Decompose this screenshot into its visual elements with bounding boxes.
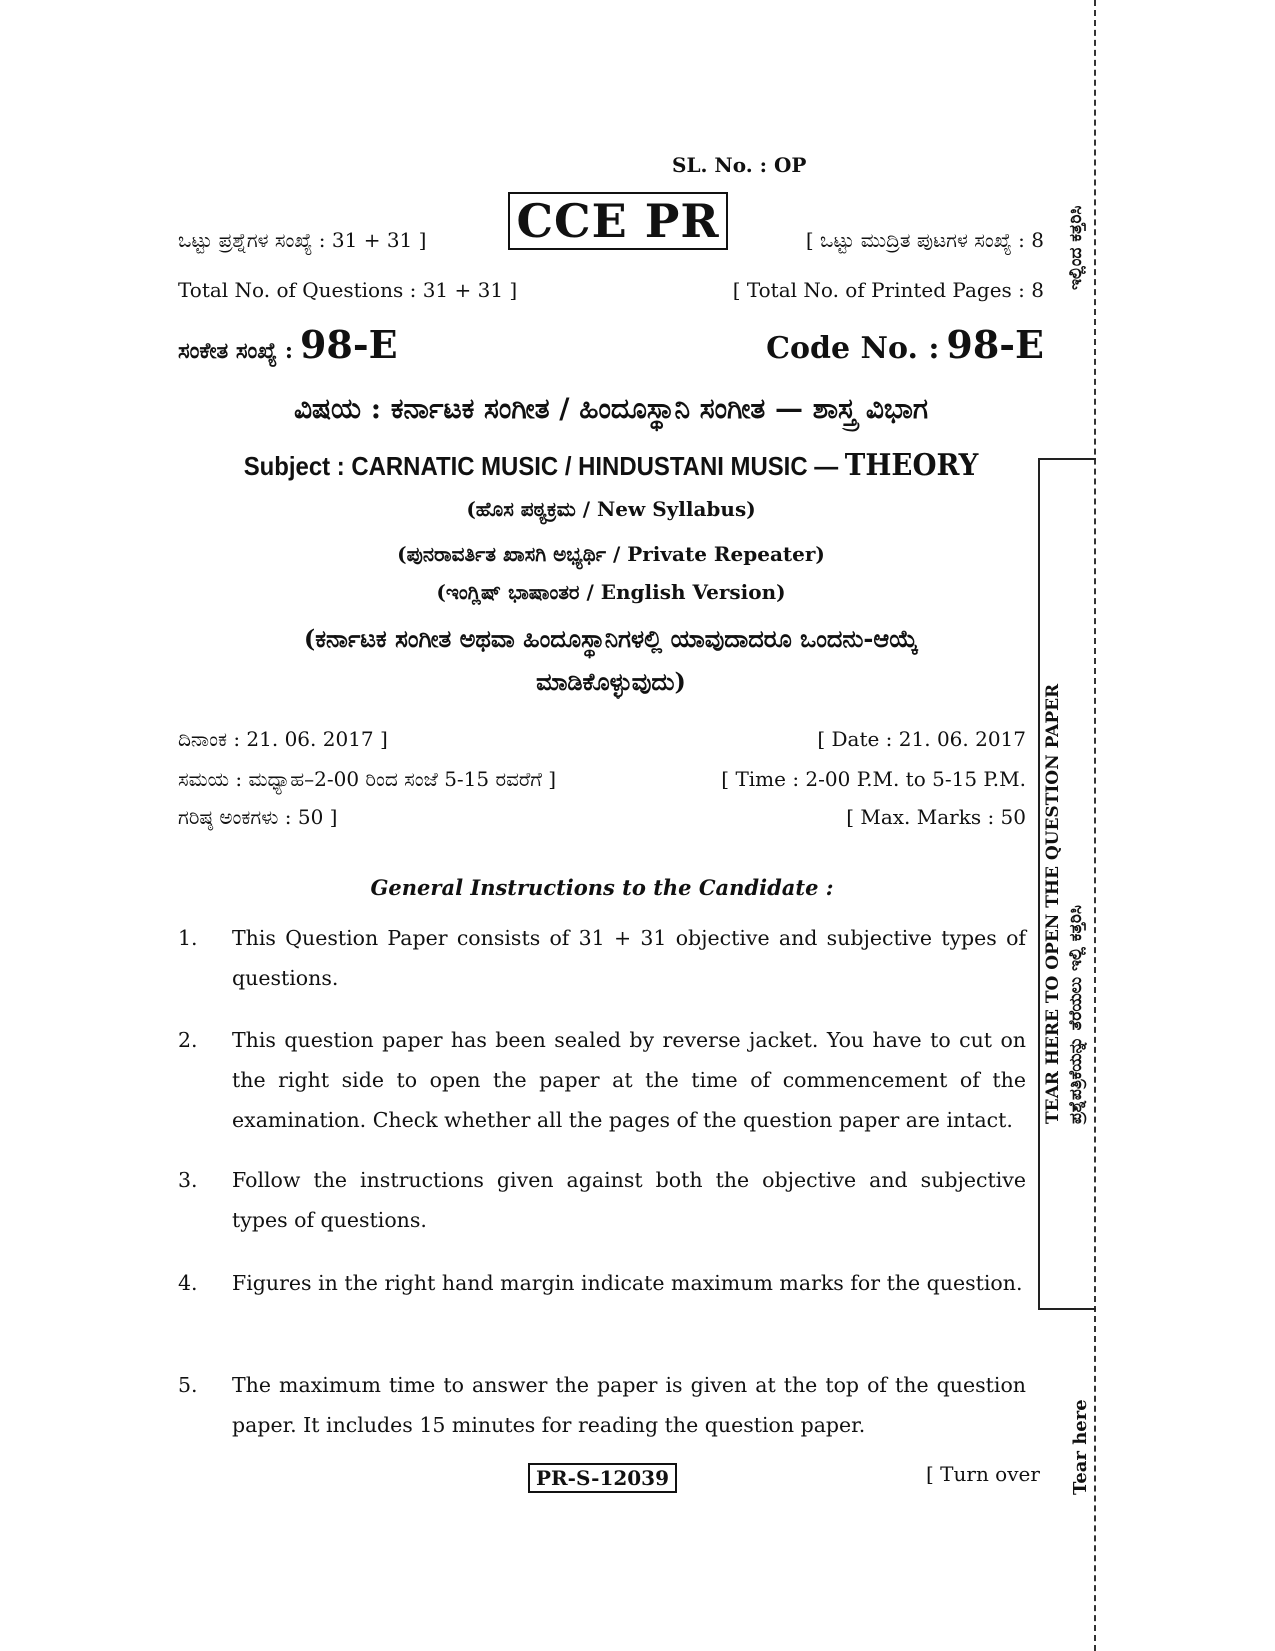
choice-note-line1: (ಕರ್ನಾಟಕ ಸಂಗೀತ ಅಥವಾ ಹಿಂದೂಸ್ಥಾನಿಗಳಲ್ಲಿ ಯಾವುದಾದರೂ ಒಂದನು-ಆಯ್ಕೆ [303, 624, 919, 653]
subject-kannada: ವಿಷಯ : ಕರ್ನಾಟಕ ಸಂಗೀತ / ಹಿಂದೂಸ್ಥಾನಿ ಸಂಗೀತ — ಶಾಸ್ತ್ರ ವಿಭಾಗ [293, 392, 929, 425]
instruction-item [178, 1365, 1026, 1445]
tear-here-label: Tear here [1070, 1399, 1091, 1495]
code-kn-value: 98-E [299, 322, 398, 367]
time-en: [ Time : 2-00 P.M. to 5-15 P.M. [721, 767, 1026, 791]
subject-english-prefix: Subject : CARNATIC MUSIC / HINDUSTANI MUSIC — [243, 451, 839, 481]
exam-badge: CCE PR [508, 192, 728, 250]
choice-note-line2: ಮಾಡಿಕೊಳ್ಳುವುದು) [536, 667, 686, 696]
totals-kannada-row [178, 228, 1044, 252]
instruction-item [178, 918, 1026, 998]
instruction-number: 2. [178, 1028, 198, 1052]
candidate-type-line: (ಪುನರಾವರ್ತಿತ ಖಾಸಗಿ ಅಭ್ಯರ್ಥಿ / Private Repeater) [397, 542, 825, 566]
marks-kn: ಗರಿಷ್ಠ ಅಂಕಗಳು : 50 ] [178, 805, 338, 829]
total-questions-kn: ಒಟ್ಟು ಪ್ರಶ್ನೆಗಳ ಸಂಖ್ಯೆ : 31 + 31 ] [178, 228, 427, 252]
date-kn: ದಿನಾಂಕ : 21. 06. 2017 ] [178, 727, 388, 751]
subject-theory: THEORY [844, 448, 979, 483]
instruction-item [178, 1263, 1026, 1303]
instructions-heading: General Instructions to the Candidate : [370, 875, 834, 900]
subject-english [213, 448, 1010, 483]
code-en [766, 322, 1044, 367]
paper-code-box: PR-S-12039 [528, 1463, 677, 1493]
instruction-text: Follow the instructions given against both the objective and subjective types of questions. [232, 1168, 1026, 1232]
instruction-text: This Question Paper consists of 31 + 31 objective and subjective types of questions. [232, 926, 1026, 990]
instruction-item [178, 1160, 1026, 1240]
marks-row [178, 805, 1026, 829]
total-pages-kn: [ ಒಟ್ಟು ಮುದ್ರಿತ ಪುಟಗಳ ಸಂಖ್ಯೆ : 8 [805, 228, 1044, 252]
tear-top-kn: ಇಲ್ಲಿಂದ ಕತ್ತರಿಸಿ [1066, 205, 1086, 290]
version-line: (ಇಂಗ್ಲಿಷ್ ಭಾಷಾಂತರ / English Version) [436, 580, 786, 604]
tear-open-label: TEAR HERE TO OPEN THE QUESTION PAPER [1043, 683, 1063, 1124]
marks-en: [ Max. Marks : 50 [846, 805, 1026, 829]
instruction-text: This question paper has been sealed by reverse jacket. You have to cut on the right side to open the paper at the time of commencement of the examination. Check whether all the pages of the question paper are intact. [232, 1028, 1026, 1132]
tear-open-label-kn: ಪ್ರಶ್ನೆಪತ್ರಿಕೆಯನ್ನು ತೆರೆಯಲು ಇಲ್ಲಿ ಕತ್ತರಿಸಿ [1066, 905, 1086, 1124]
instruction-number: 4. [178, 1271, 198, 1295]
date-en: [ Date : 21. 06. 2017 [817, 727, 1026, 751]
instruction-text: The maximum time to answer the paper is given at the top of the question paper. It includes 15 minutes for reading the question paper. [232, 1373, 1026, 1437]
instruction-number: 3. [178, 1168, 198, 1192]
turn-over-note: [ Turn over [926, 1462, 1040, 1486]
instruction-number: 1. [178, 926, 198, 950]
time-kn: ಸಮಯ : ಮಧ್ಯಾಹ–2-00 ರಿಂದ ಸಂಜೆ 5-15 ರವರೆಗೆ ] [178, 767, 557, 791]
syllabus-line: (ಹೊಸ ಪಠ್ಯಕ್ರಮ / New Syllabus) [466, 497, 756, 521]
code-en-value: 98-E [946, 322, 1044, 367]
serial-number: SL. No. : OP [672, 153, 807, 177]
instruction-number: 5. [178, 1373, 198, 1397]
instruction-text: Figures in the right hand margin indicate maximum marks for the question. [232, 1271, 1023, 1295]
code-kn [178, 322, 398, 367]
code-en-label: Code No. : [766, 331, 940, 366]
date-row [178, 727, 1026, 751]
code-kn-label: ಸಂಕೇತ ಸಂಖ್ಯೆ : [178, 338, 294, 364]
total-pages-en: [ Total No. of Printed Pages : 8 [732, 278, 1044, 302]
code-row [178, 322, 1044, 367]
totals-english-row [178, 278, 1044, 302]
time-row [178, 767, 1026, 791]
instruction-item [178, 1020, 1026, 1140]
total-questions-en: Total No. of Questions : 31 + 31 ] [178, 278, 518, 302]
